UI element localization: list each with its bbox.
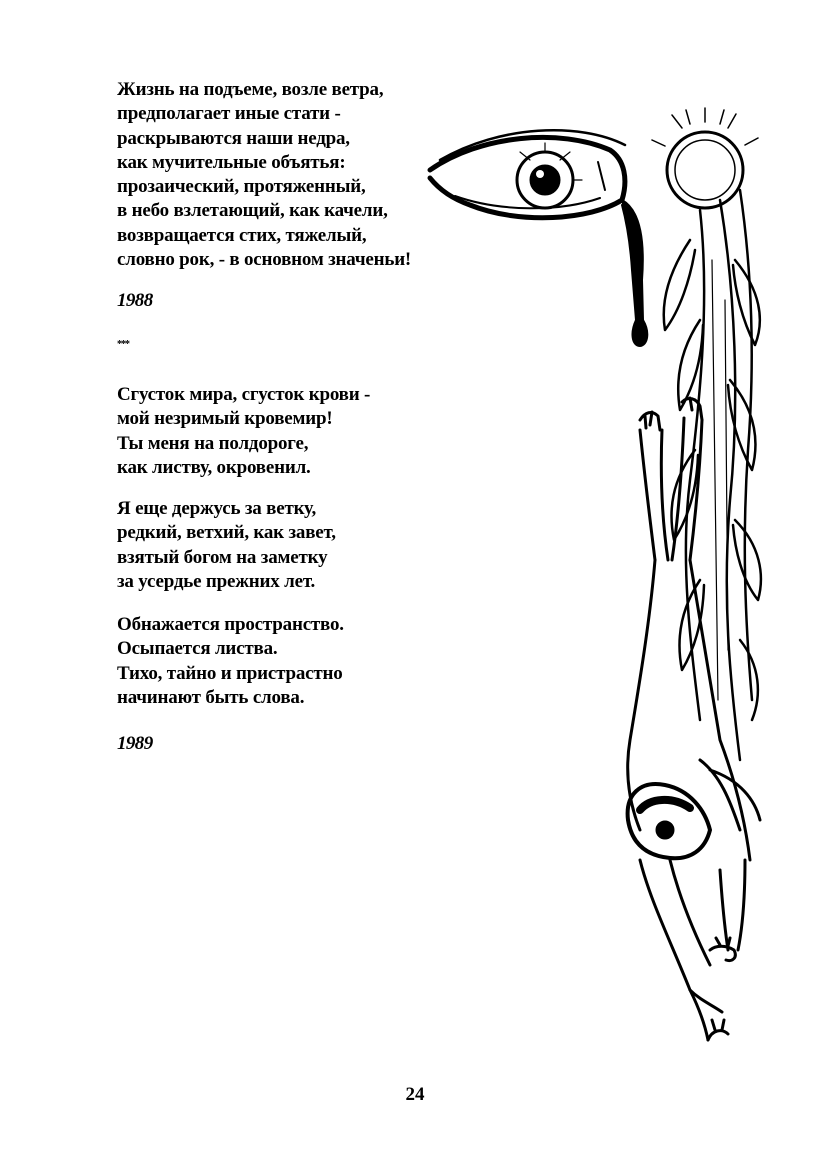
poem-line: взятый богом на заметку <box>117 546 328 568</box>
tear-drop <box>622 200 647 346</box>
poem-line: Я еще держусь за ветку, <box>117 498 317 519</box>
eye-icon <box>430 130 625 218</box>
poem-line: предполагает иные стати - <box>117 103 341 125</box>
poem-line: Ты меня на полдороге, <box>117 432 309 454</box>
poem-line: как листву, окровенил. <box>117 456 311 478</box>
poem-separator: *** <box>117 339 129 350</box>
poem-line: как мучительные объятья: <box>117 151 346 173</box>
page-number: 24 <box>405 1084 425 1105</box>
poem-line: редкий, ветхий, как завет, <box>117 522 336 544</box>
poem-line: возвращается стих, тяжелый, <box>117 224 367 246</box>
poem-line: мой незримый кровемир! <box>117 408 333 430</box>
poem-line: Сгусток мира, сгусток крови - <box>117 384 371 405</box>
poem-2-stanza-3 <box>117 613 344 710</box>
poem-line: за усердье прежних лет. <box>117 570 316 592</box>
poem-line: в небо взлетающий, как качели, <box>117 200 388 222</box>
poem-line: Обнажается пространство. <box>117 614 344 635</box>
poem-2-date: 1989 <box>117 733 153 754</box>
poem-1 <box>117 78 411 272</box>
poem-line: словно рок, - в основном значеньи! <box>117 249 412 271</box>
poem-line: Осыпается листва. <box>117 638 278 660</box>
poem-line: прозаический, протяженный, <box>117 176 366 198</box>
poem-line: начинают быть слова. <box>117 686 305 708</box>
poem-line: Тихо, тайно и пристрастно <box>117 662 343 684</box>
poem-2-stanza-1 <box>117 383 370 480</box>
poem-1-date: 1988 <box>117 290 153 311</box>
poem-line: Жизнь на подъеме, возле ветра, <box>117 79 384 100</box>
poem-2-stanza-2 <box>117 497 336 594</box>
poem-line: раскрываются наши недра, <box>117 127 350 149</box>
stem-leaves <box>664 190 761 760</box>
line-art-illustration <box>400 100 800 1060</box>
sun-icon <box>652 108 758 208</box>
